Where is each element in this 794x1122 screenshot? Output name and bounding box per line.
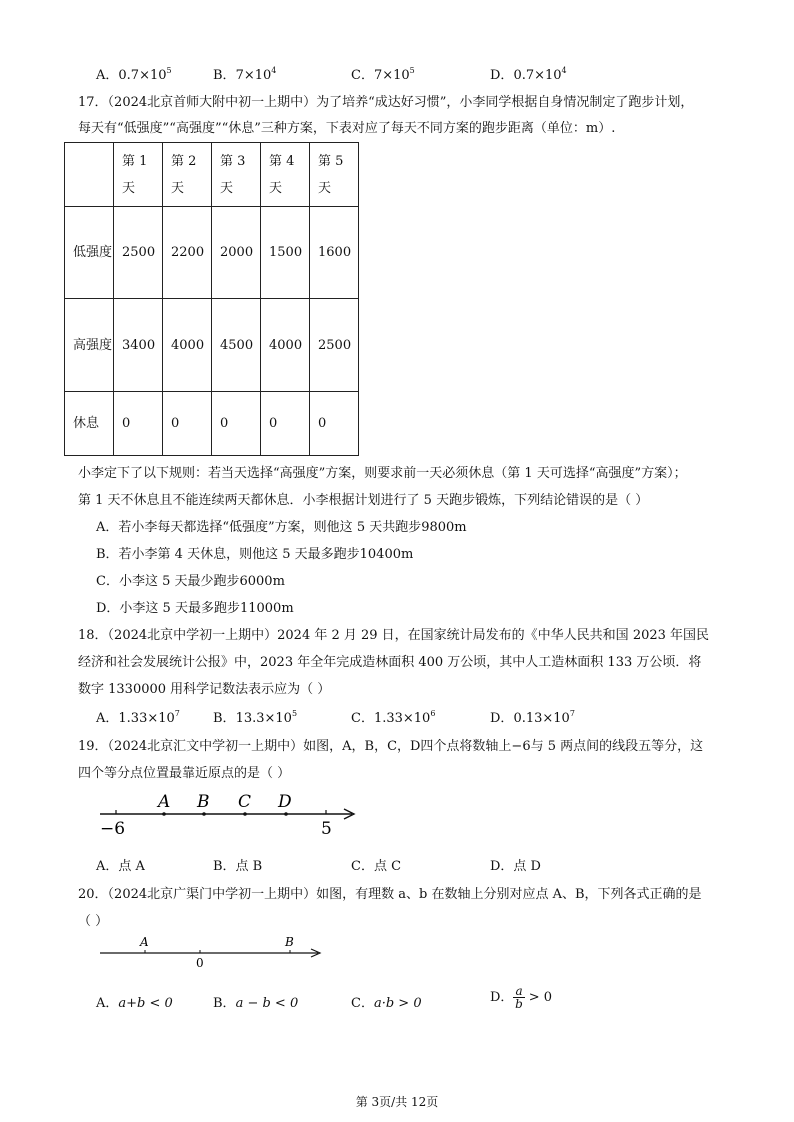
- left-endpoint-label: −6: [100, 819, 126, 839]
- q20-option-c: C．a·b > 0: [351, 996, 422, 1011]
- q17-option-c: C．小李这 5 天最少跑步6000m: [96, 574, 285, 589]
- number-line-q20: [96, 930, 328, 970]
- right-endpoint-label: 5: [321, 819, 332, 839]
- q18-option-b: B．$13.3\times 10^5$: [213, 709, 298, 726]
- q17-rule-line1: 小李定下了以下规则：若当天选择“高强度”方案，则要求前一天必须休息（第 1 天可选择“高强度”方案）；: [78, 466, 687, 481]
- q17-stem-line1: 17．（2024北京首师大附中初一上期中）为了培养“成达好习惯”，小李同学根据自身情况制定了跑步计划，: [78, 95, 694, 110]
- point-b-label: B: [197, 792, 210, 812]
- q18-stem-line2: 经济和社会发展统计公报》中，2023 年全年完成造林面积 400 万公顷，其中人工造林面积 133 万公顷．将: [78, 655, 702, 670]
- q18-option-d: D．$0.13\times 10^7$: [490, 709, 575, 726]
- table-header-day1: 第 1 天: [114, 143, 163, 207]
- q18-stem-line3: 数字 1330000 用科学记数法表示应为（ ）: [78, 682, 331, 697]
- table-cell: 0: [114, 392, 163, 456]
- q16-option-a: A．$0.7\times 10^5$: [96, 66, 172, 83]
- table-cell: 0: [310, 392, 359, 456]
- table-header-day3: 第 3 天: [212, 143, 261, 207]
- point-a-label: A: [140, 935, 149, 949]
- row-label-low: 低强度: [65, 207, 114, 299]
- table-header-day2: 第 2 天: [163, 143, 212, 207]
- table-corner-cell: [65, 143, 114, 207]
- point-b-label: B: [285, 935, 294, 949]
- point-a-dot: [162, 812, 166, 816]
- table-cell: 4500: [212, 299, 261, 392]
- table-header-day4: 第 4 天: [261, 143, 310, 207]
- row-label-high: 高强度: [65, 299, 114, 392]
- q19-option-c: C．点 C: [351, 859, 402, 874]
- table-cell: 3400: [114, 299, 163, 392]
- table-row: [65, 207, 359, 299]
- table-cell: 2500: [310, 299, 359, 392]
- table-row: [65, 299, 359, 392]
- point-a-label: A: [158, 792, 171, 812]
- point-b-dot: [202, 812, 206, 816]
- q17-rule-line2: 第 1 天不休息且不能连续两天都休息．小李根据计划进行了 5 天跑步锻炼，下列结论错误的是（ ）: [78, 493, 649, 508]
- table-cell: 2200: [163, 207, 212, 299]
- zero-label: 0: [196, 956, 204, 970]
- point-d-dot: [284, 812, 288, 816]
- q16-option-c: C．$7\times 10^5$: [351, 66, 415, 83]
- table-cell: 1600: [310, 207, 359, 299]
- point-d-label: D: [278, 792, 292, 812]
- q20-stem-line1: 20．（2024北京广渠门中学初一上期中）如图，有理数 a、b 在数轴上分别对应点 A、B，下列各式正确的是: [78, 887, 702, 902]
- q16-option-d: D．$0.7\times 10^4$: [490, 66, 567, 83]
- table-row: [65, 392, 359, 456]
- table-cell: 1500: [261, 207, 310, 299]
- q18-stem-line1: 18．（2024北京中学初一上期中）2024 年 2 月 29 日，在国家统计局发布的《中华人民共和国 2023 年国民: [78, 628, 710, 643]
- running-plan-table: [64, 142, 359, 456]
- table-cell: 0: [163, 392, 212, 456]
- table-header-day5: 第 5 天: [310, 143, 359, 207]
- q18-option-c: C．$1.33\times 10^6$: [351, 709, 436, 726]
- point-c-dot: [243, 812, 247, 816]
- page-number-footer: 第 3页/共 12页: [355, 1095, 439, 1109]
- q19-option-b: B．点 B: [213, 859, 263, 874]
- fraction-a-over-b: $\frac{a}{b}$: [515, 984, 523, 1011]
- q20-stem-line2: （ ）: [78, 914, 109, 929]
- q20-option-a: A．a+b < 0: [96, 996, 173, 1011]
- table-cell: 2000: [212, 207, 261, 299]
- table-cell: 2500: [114, 207, 163, 299]
- q20-option-d: D． $\frac{a}{b}$ > 0: [490, 984, 553, 1011]
- q19-stem-line1: 19．（2024北京汇文中学初一上期中）如图，A，B，C，D四个点将数轴上−6与 5 两点间的线段五等分，这: [78, 739, 704, 754]
- table-cell: 0: [261, 392, 310, 456]
- table-cell: 4000: [163, 299, 212, 392]
- table-cell: 0: [212, 392, 261, 456]
- q17-option-d: D．小李这 5 天最多跑步11000m: [96, 601, 294, 616]
- row-label-rest: 休息: [65, 392, 114, 456]
- q19-stem-line2: 四个等分点位置最靠近原点的是（ ）: [78, 766, 291, 781]
- q16-option-b: B．$7\times 10^4$: [213, 66, 277, 83]
- q18-option-a: A．$1.33\times 10^7$: [96, 709, 180, 726]
- q17-stem-line2: 每天有“低强度”“高强度”“休息”三种方案，下表对应了每天不同方案的跑步距离（单位：m）.: [78, 121, 616, 136]
- q19-option-a: A．点 A: [96, 859, 145, 874]
- q17-option-a: A．若小李每天都选择“低强度”方案，则他这 5 天共跑步9800m: [96, 520, 467, 535]
- q19-option-d: D．点 D: [490, 859, 541, 874]
- q20-option-b: B．a − b < 0: [213, 996, 299, 1011]
- point-c-label: C: [238, 792, 252, 812]
- number-line-q19: [90, 788, 370, 840]
- q17-option-b: B．若小李第 4 天休息，则他这 5 天最多跑步10400m: [96, 547, 414, 562]
- table-cell: 4000: [261, 299, 310, 392]
